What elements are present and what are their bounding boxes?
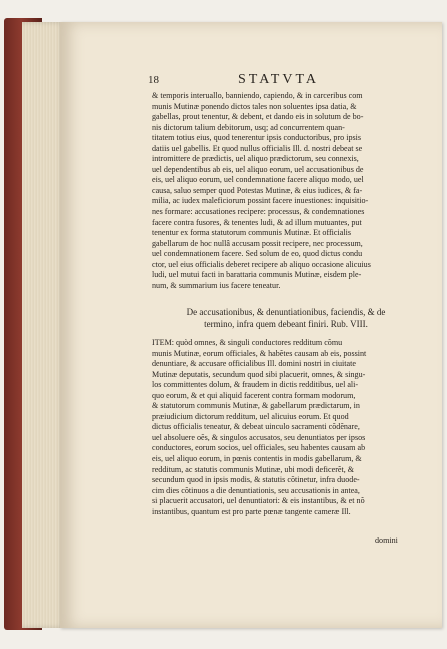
- text-line: gabellarum de hoc nullâ accusam possit recipere, nec processum,: [152, 238, 363, 248]
- text-line: facere contra fusores, & tenentes ludi, & ad illum mutuantes, put: [152, 217, 362, 227]
- text-line: uel condemnationem facere. Sed solum de eo, quod dictus condu: [152, 249, 363, 259]
- text-line: redditum, ac statutis communis Mutinæ, ubi modi deficerẽt, &: [152, 464, 355, 474]
- running-title: STATVTA: [238, 72, 319, 87]
- text-line: & statutorum communis Mutinæ, & gabellarum prædictarum, in: [152, 401, 360, 411]
- text-line: uel absoluere oẽs, & singulos accusatos, seu denuntiatos per ipsos: [152, 432, 366, 442]
- text-line: causa, saluo semper quod Potestas Mutinæ, & eius iudices, & fa-: [152, 185, 363, 195]
- text-line: instantibus, quantum est pro parte pœnæ tangente cameræ Ill.: [152, 506, 351, 516]
- text-line: intromittere de prædictis, uel aliquo prædictorum, seu connexis,: [152, 154, 359, 164]
- text-line: De accusationibus, & denuntiationibus, faciendis, & de: [186, 307, 386, 317]
- catchword: domini: [375, 536, 398, 545]
- text-line: secundum quod in ipsis modis, & statutis cõtinetur, infra duode-: [152, 475, 360, 485]
- text-line: nis dictorum talium debitorum, usq; ad concurrentem quan-: [152, 122, 345, 132]
- text-line: & temporis interuallo, banniendo, capiendo, & in carceribus com: [152, 91, 363, 100]
- text-line: eis, uel aliquo eorum, uel condemnatione facere aliquo modo, uel: [152, 175, 364, 185]
- text-line: præiudicium dictorum redditum, uel alicuius eorum. Et quod: [152, 411, 349, 421]
- text-line: titatem totius eius, quod tenerentur ipsis conductoribus, pro ipsis: [152, 133, 362, 143]
- text-line: dictus officialis teneatur, & debeat uinculo sacramenti cõdẽnare,: [152, 422, 360, 432]
- folio-number: 18: [148, 74, 159, 86]
- text-line: Mutinæ deputatis, secundum quod sibi placuerit, omnes, & singu-: [152, 369, 366, 379]
- text-line: datiis uel gabellis. Et quod nullus officialis Ill. d. nostri debeat se: [152, 143, 363, 153]
- text-line: milia, ac iudex maleficiorum possint facere inuestiones: inquisitio-: [152, 196, 369, 206]
- text-line: eis, uel aliquo eorum, in pœnis contentis in modis gabellarum, &: [152, 454, 362, 464]
- text-line: munis Mutinæ, eorum officiales, & habẽtes causam ab eis, possint: [152, 348, 367, 358]
- text-line: termino, infra quem debeant finiri. Rub. VIII.: [204, 318, 368, 329]
- rubric-heading: [152, 307, 420, 330]
- text-line: los committentes dolum, & fraudem in dictis redditibus, uel ali-: [152, 380, 359, 390]
- text-line: num, & summarium ius facere teneatur.: [152, 280, 281, 290]
- text-line: ITEM: quòd omnes, & singuli conductores redditum cõmu: [152, 338, 343, 347]
- text-line: tenentur ex forma statutorum communis Mutinæ. Et officialis: [152, 228, 352, 238]
- text-block: [152, 91, 420, 291]
- page-header: [148, 74, 418, 90]
- text-line: nes formare: accusationes recipere: processus, & condemnationes: [152, 207, 365, 217]
- text-line: denuntiare, & accusare officialibus Ill. domini nostri in ciuitate: [152, 359, 356, 369]
- text-line: conductores, eorum socios, uel officiales, seu habentes causam ab: [152, 443, 366, 453]
- text-line: quo eorum, & et qui aliquid facerent contra formam modorum,: [152, 390, 356, 400]
- text-line: uel dependentibus ab eis, uel aliquo eorum, uel accusationibus de: [152, 164, 364, 174]
- text-line: cim dies cõtinuos a die denuntiationis, seu accusationis in antea,: [152, 485, 360, 495]
- text-line: gabellas, prout tenentur, & debent, et dando eis in solutum de bo-: [152, 112, 364, 122]
- text-line: munis Mutinæ ponendo dictos tales non soluentes ipsa datia, &: [152, 101, 357, 111]
- section-text: [152, 338, 420, 517]
- text-line: si placuerit accusatori, uel denuntiatori: & eis instantibus, & et nõ: [152, 496, 365, 506]
- text-line: ctor, uel eius officialis deberet recipere ab aliquo occasione alicuius: [152, 259, 371, 269]
- text-line: ludi, uel mutui facti in barattaria communis Mutinæ, eisdem ple-: [152, 270, 362, 280]
